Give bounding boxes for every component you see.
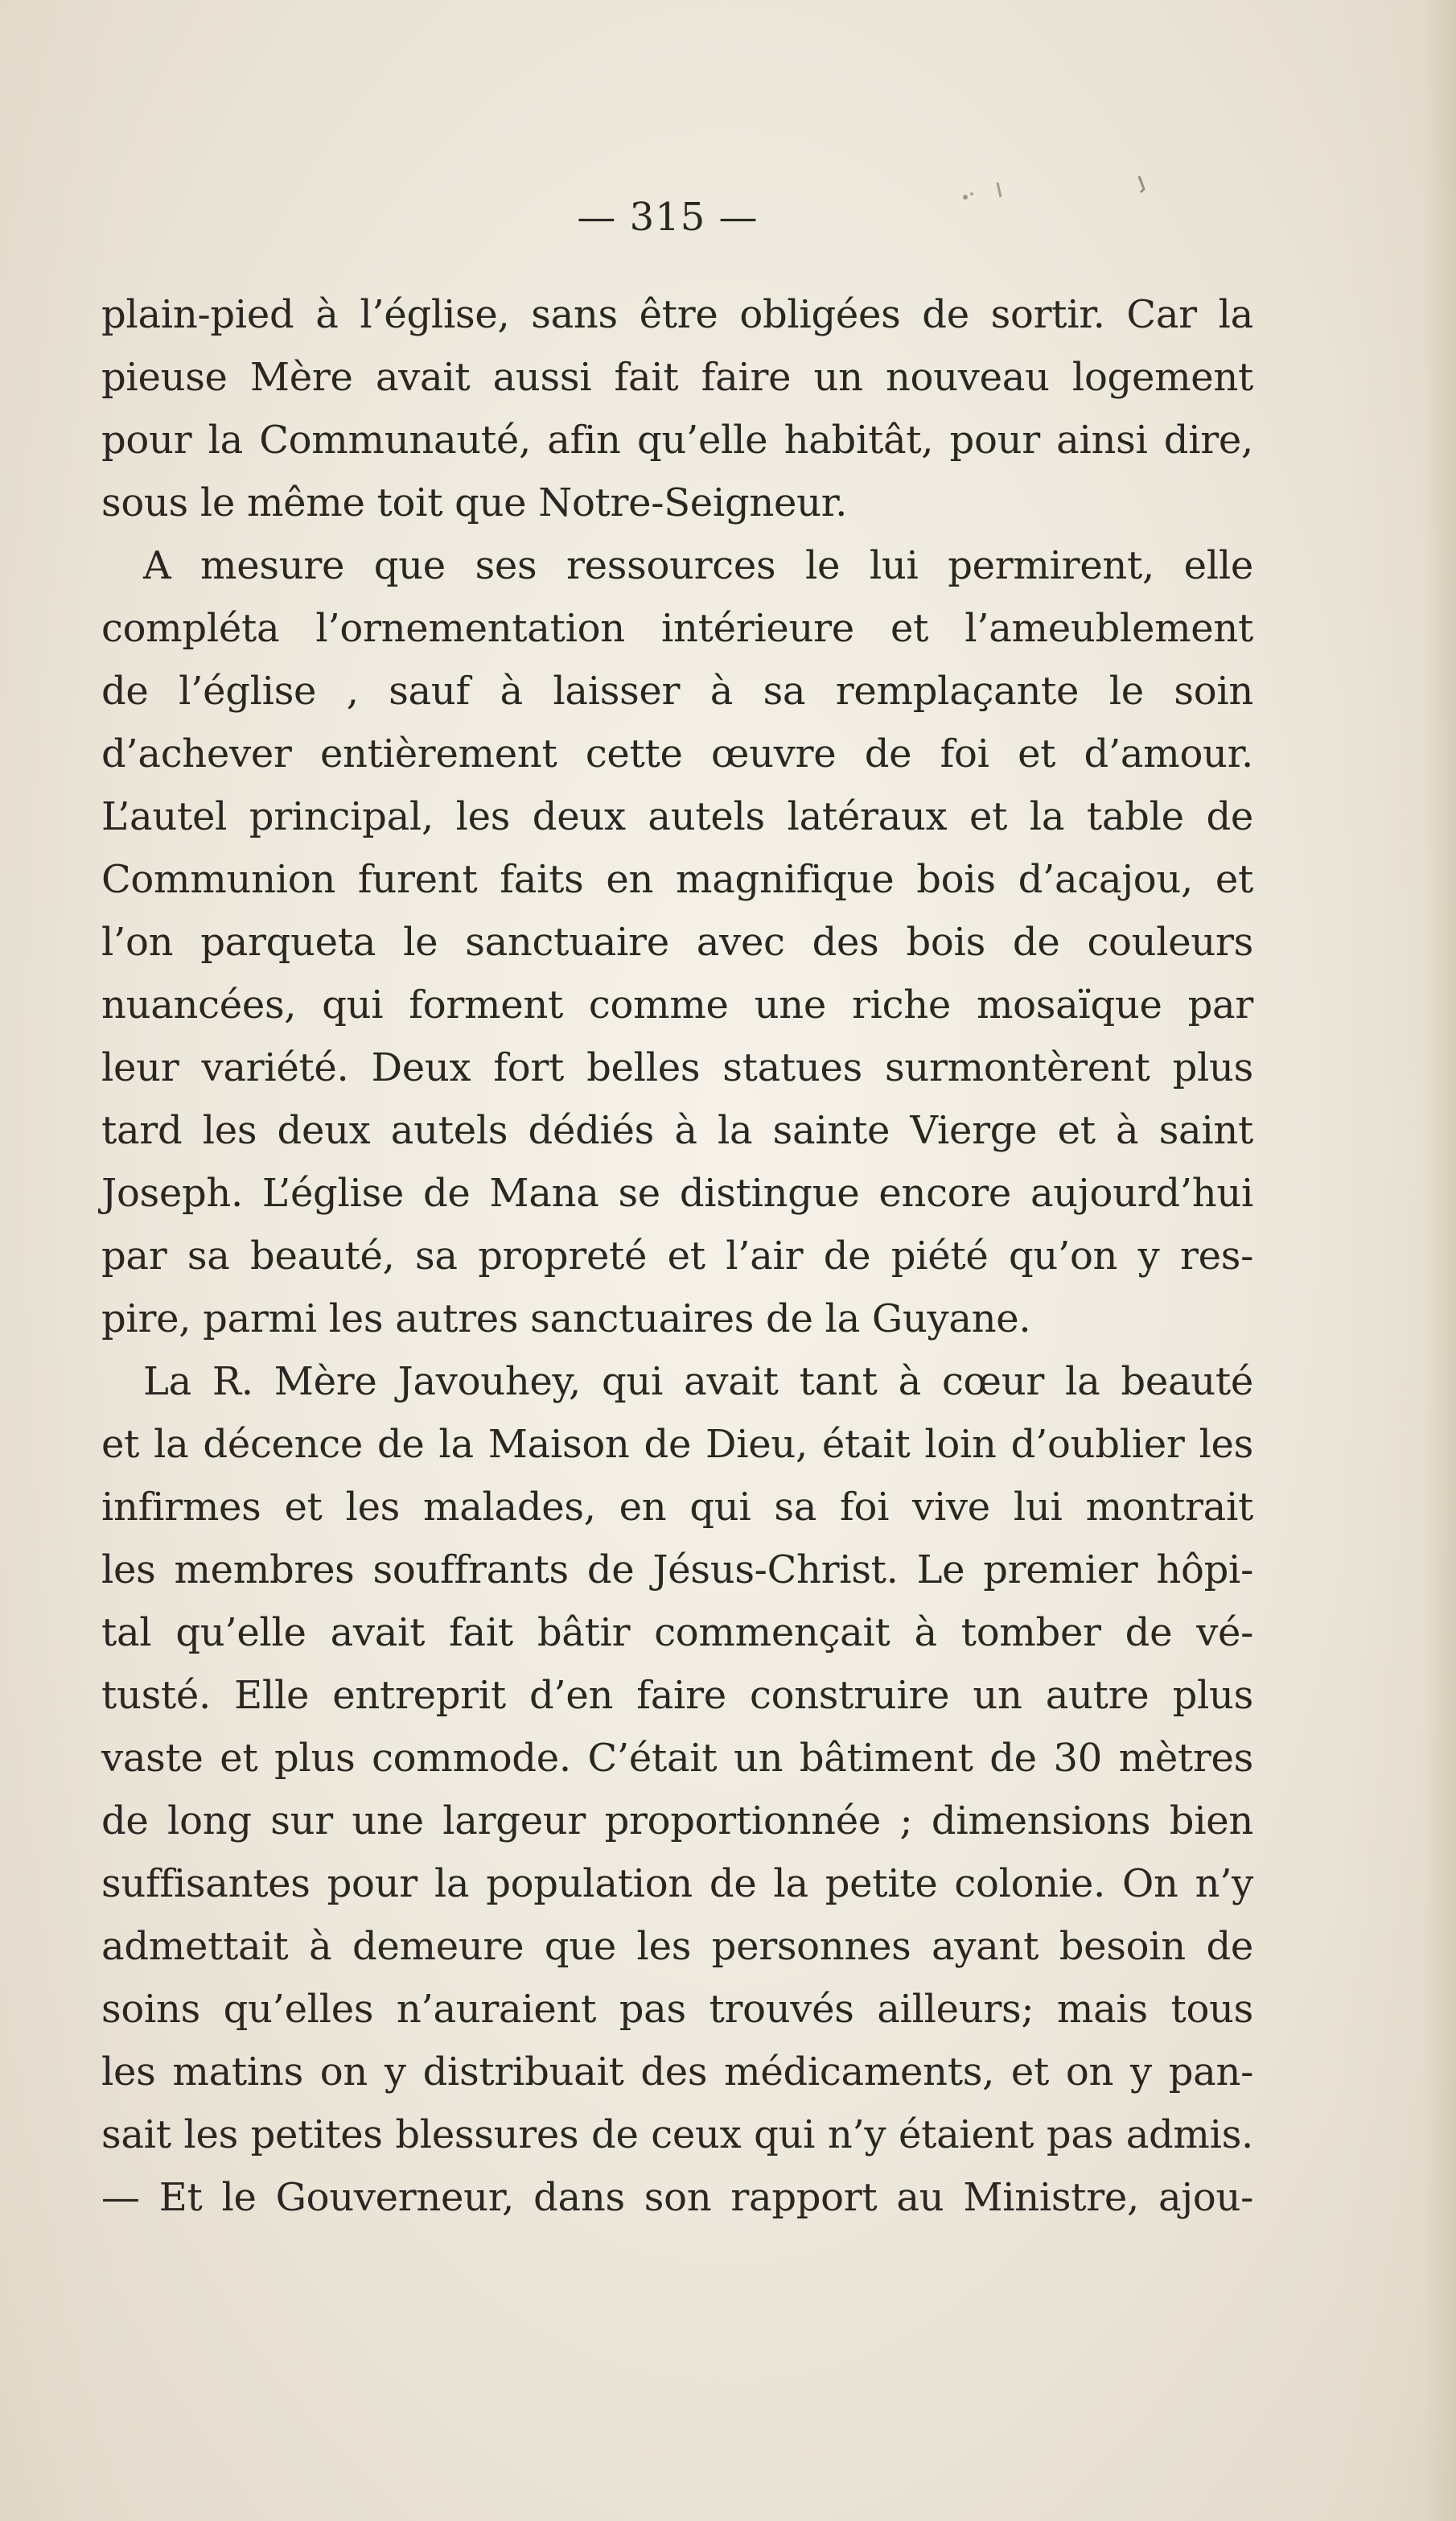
text-line: de l’église , sauf à laisser à sa remplaçante le soin: [101, 669, 1253, 714]
text-line: nuancées, qui forment comme une riche mosaïque par: [101, 982, 1253, 1028]
text-line: pieuse Mère avait aussi fait faire un nouveau logement: [101, 355, 1253, 400]
text-line: tal qu’elle avait fait bâtir commençait à tomber de vé-: [101, 1610, 1253, 1655]
text-line: pire, parmi les autres sanctuaires de la Guyane.: [101, 1296, 1031, 1341]
text-line: infirmes et les malades, en qui sa foi vive lui montrait: [101, 1485, 1253, 1530]
text-line: pour la Communauté, afin qu’elle habitât, pour ainsi dire,: [101, 418, 1253, 463]
text-line: de long sur une largeur proportionnée ; dimensions bien: [101, 1798, 1253, 1843]
ink-specks: [949, 165, 1191, 213]
text-line: La R. Mère Javouhey, qui avait tant à cœur la beauté: [143, 1359, 1253, 1404]
text-line: A mesure que ses ressources le lui permirent, elle: [143, 543, 1253, 588]
text-line: sous le même toit que Notre-Seigneur.: [101, 480, 848, 525]
text-line: et la décence de la Maison de Dieu, était loin d’oublier les: [101, 1422, 1253, 1467]
text-line: les membres souffrants de Jésus-Christ. Le premier hôpi-: [101, 1547, 1253, 1592]
text-line: par sa beauté, sa propreté et l’air de piété qu’on y res-: [101, 1234, 1253, 1279]
text-line: d’achever entièrement cette œuvre de foi et d’amour.: [101, 731, 1253, 776]
text-line: soins qu’elles n’auraient pas trouvés ailleurs; mais tous: [101, 1987, 1253, 2032]
text-line: admettait à demeure que les personnes ayant besoin de: [101, 1924, 1253, 1969]
text-line: les matins on y distribuait des médicaments, et on y pan-: [101, 2049, 1253, 2095]
text-line: tusté. Elle entreprit d’en faire construire un autre plus: [101, 1673, 1253, 1718]
text-line: l’on parqueta le sanctuaire avec des bois de couleurs: [101, 920, 1253, 965]
text-line: vaste et plus commode. C’était un bâtiment de 30 mètres: [101, 1736, 1253, 1781]
text-line: plain-pied à l’église, sans être obligées de sortir. Car la: [101, 292, 1253, 337]
page-edge-shadow: [1424, 0, 1456, 2521]
text-line: tard les deux autels dédiés à la sainte Vierge et à saint: [101, 1108, 1253, 1153]
text-line: Communion furent faits en magnifique bois d’acajou, et: [101, 857, 1253, 902]
body-text: [101, 283, 1253, 2229]
text-line: compléta l’ornementation intérieure et l’ameublement: [101, 606, 1253, 651]
text-line: Joseph. L’église de Mana se distingue encore aujourd’hui: [101, 1171, 1253, 1216]
text-line: sait les petites blessures de ceux qui n’y étaient pas admis.: [101, 2112, 1253, 2157]
text-line: — Et le Gouverneur, dans son rapport au Ministre, ajou-: [101, 2175, 1253, 2220]
text-line: suffisantes pour la population de la petite colonie. On n’y: [101, 1861, 1253, 1906]
text-line: leur variété. Deux fort belles statues surmontèrent plus: [101, 1045, 1253, 1090]
text-line: L’autel principal, les deux autels latéraux et la table de: [101, 794, 1253, 839]
page-number: — 315 —: [577, 195, 759, 240]
